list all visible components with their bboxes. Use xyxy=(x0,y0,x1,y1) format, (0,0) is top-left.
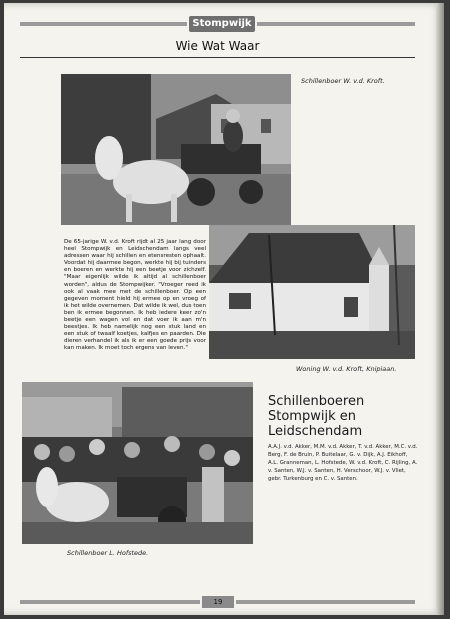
title-rule xyxy=(20,57,415,58)
header-rule-right xyxy=(257,22,415,26)
photo-caption: Schillenboer W. v.d. Kroft. xyxy=(301,77,385,85)
photo-cottage xyxy=(209,225,415,359)
names-list: A.A.J. v.d. Akker, M.M. v.d. Akker, T. v.d. Akker, M.C. v.d. Berg, F. de Bruin, P. Buitelaar, G. v. Dijk, A.J. Eikhoff, A.L. Granneman, L. Hofstede, W. v.d. Kroft, C. Rijling, A. v. Santen, W.J. v. Santen, H. Verschoor, W.J. v. Vliet, gebr. Turkenburg en C. v. Santen. xyxy=(268,444,418,482)
sidebar-title-line: Schillenboeren xyxy=(268,394,365,409)
photo-horse-cart xyxy=(61,74,291,225)
sidebar-title-line: Leidschendam xyxy=(268,424,363,439)
footer-rule-right xyxy=(236,600,415,604)
section-label: Stompwijk xyxy=(189,16,255,32)
photo-caption: Schillenboer L. Hofstede. xyxy=(67,549,149,557)
footer-rule-left xyxy=(20,600,200,604)
sidebar-title-line: Stompwijk en xyxy=(268,409,356,424)
article-body: De 65-jarige W. v.d. Kroft rijdt al 25 jaar lang door heel Stompwijk en Leidschendam langs veel adressen waar hij schillen en etensresten ophaalt. Voordat hij daarmee begon, werkte hij bij tuinders en boeren en werkte hij een beetje voor zichzelf. "Maar eigenlijk wilde ik altijd al schillenboer worden", aldus de Stompwijker. "Vroeger reed ik ook al vaak mee met de schillenboer. Op een gegeven moment hield hij ermee op en vroeg of ik het wilde overnemen. Dat wilde ik wel, dus toen ben ik ermee begonnen. Ik heb iedere keer zo'n beetje een wagen vol en dat voer ik aan m'n beestjes. Ik heb namelijk nog een stuk land en een stuk of twaalf koetjes, kalfjes en paarden. Die dieren verhandel ik als ik er een goede prijs voor kan maken. Ik moet toch ergens van leven." xyxy=(64,239,206,352)
photo-caption: Woning W. v.d. Kroft, Knipiaan. xyxy=(296,365,397,373)
magazine-page xyxy=(4,3,444,615)
column-title: Wie Wat Waar xyxy=(175,39,260,53)
header-rule-left xyxy=(20,22,187,26)
photo-parade xyxy=(22,382,253,544)
page-number: 19 xyxy=(202,596,234,608)
sidebar-title xyxy=(268,394,428,439)
page-binding-edge xyxy=(436,3,444,615)
